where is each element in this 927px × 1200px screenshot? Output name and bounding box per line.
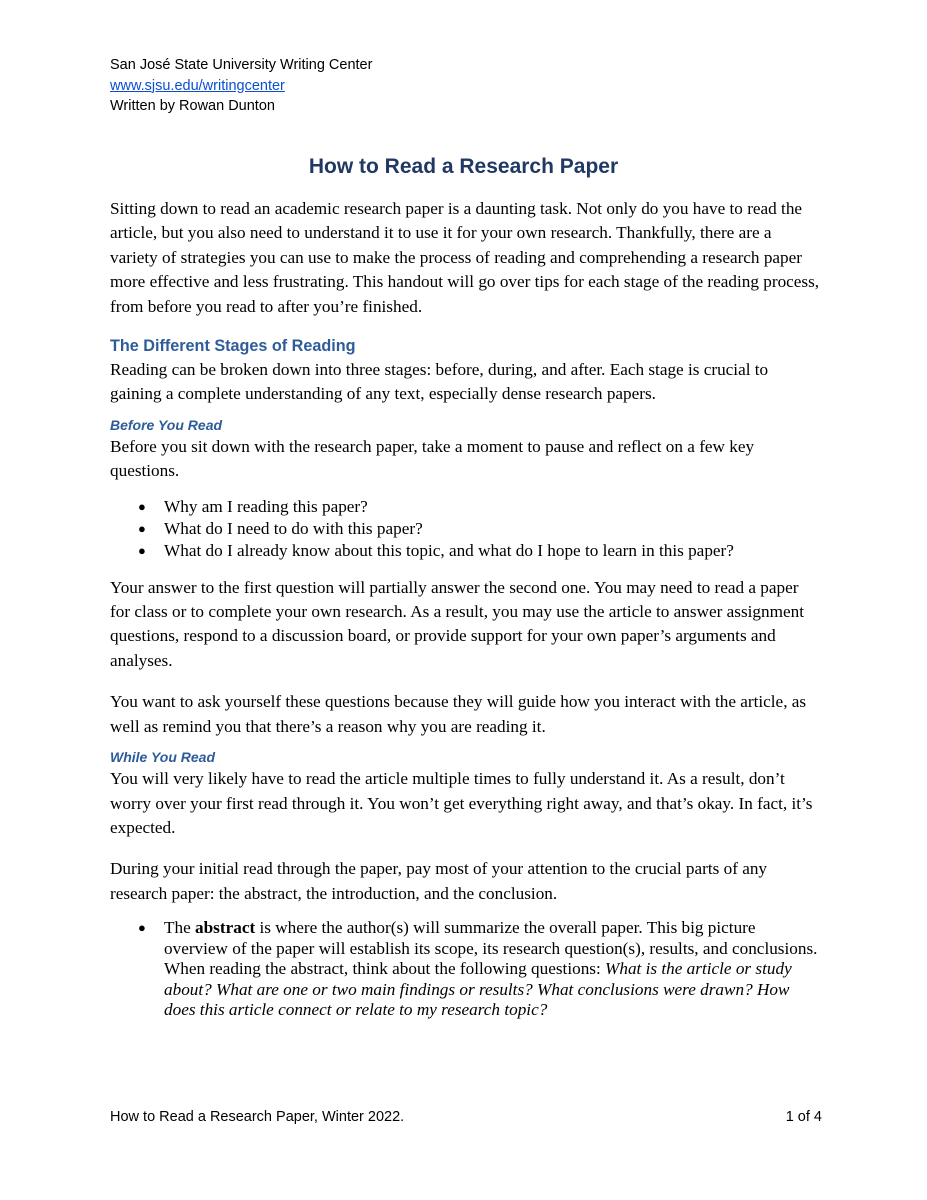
- abstract-questions: What is the article or study about? What are one or two main findings or results? What conclusions were drawn? How does this article connect or relate to my research topic?: [164, 959, 792, 1020]
- list-item-abstract: [110, 918, 822, 1021]
- list-item: [110, 496, 822, 518]
- section-heading-stages: The Different Stages of Reading: [110, 337, 356, 356]
- list-item-text: What do I need to do with this paper?: [164, 518, 423, 538]
- list-item: [110, 540, 822, 562]
- multiple-reads-paragraph: You will very likely have to read the article multiple times to fully understand it. As a result, don’t worry over your first read through it. You won’t get everything right away, and that’s okay. In fact, it’s expected.: [110, 769, 813, 837]
- organization-name: San José State University Writing Center: [110, 57, 373, 73]
- document-header: [110, 55, 372, 117]
- subheading-while-you-read: While You Read: [110, 749, 216, 766]
- questions-purpose-paragraph: You want to ask yourself these questions because they will guide how you interact with the article, as well as remind you that there’s a reason why you are reading it.: [110, 692, 807, 736]
- footer-document-info: How to Read a Research Paper, Winter 2022.: [110, 1109, 405, 1125]
- abstract-description: is where the author(s) will summarize the overall paper. This big picture overview of the paper will establish its scope, its research question(s), results, and conclusions. When reading the abstract, think about the following questions:: [164, 918, 818, 979]
- intro-paragraph: Sitting down to read an academic research paper is a daunting task. Not only do you have to read the article, but you also need to understand it to use it for your own research. Thankfully, there are a variety of strategies you can use to make the process of reading and comprehending a research paper more effective and less frustrating. This handout will go over tips for each stage of the reading process, from before you read to after you’re finished.: [110, 199, 820, 316]
- bullet-icon: ●: [138, 542, 146, 558]
- document-body: [110, 197, 822, 1021]
- author-line: Written by Rowan Dunton: [110, 98, 275, 114]
- page-number: 1 of 4: [785, 1109, 822, 1125]
- crucial-parts-list: [110, 918, 822, 1021]
- bullet-icon: ●: [138, 520, 146, 536]
- list-item-text: Why am I reading this paper?: [164, 496, 368, 516]
- abstract-pre-text: The: [164, 918, 196, 938]
- initial-read-paragraph: During your initial read through the paper, pay most of your attention to the crucial parts of any research paper: the abstract, the introduction, and the conclusion.: [110, 859, 768, 903]
- list-item: [110, 518, 822, 540]
- before-paragraph: Before you sit down with the research paper, take a moment to pause and reflect on a few key questions.: [110, 436, 755, 481]
- first-question-paragraph: Your answer to the first question will partially answer the second one. You may need to read a paper for class or to complete your own research. As a result, you may use the article to answer assignment questions, respond to a discussion board, or provide support for your own paper’s arguments and analyses.: [110, 577, 804, 670]
- list-item-text: What do I already know about this topic, and what do I hope to learn in this paper?: [164, 540, 734, 560]
- reflection-questions-list: [110, 496, 822, 562]
- subheading-before-you-read: Before You Read: [110, 416, 223, 433]
- document-title: How to Read a Research Paper: [308, 155, 619, 178]
- bullet-icon: ●: [138, 920, 146, 936]
- abstract-term: abstract: [195, 918, 256, 938]
- stages-paragraph: Reading can be broken down into three stages: before, during, and after. Each stage is crucial to gaining a complete understanding of any text, especially dense research papers.: [110, 360, 769, 404]
- writing-center-link[interactable]: www.sjsu.edu/writingcenter: [110, 77, 285, 94]
- bullet-icon: ●: [138, 498, 146, 514]
